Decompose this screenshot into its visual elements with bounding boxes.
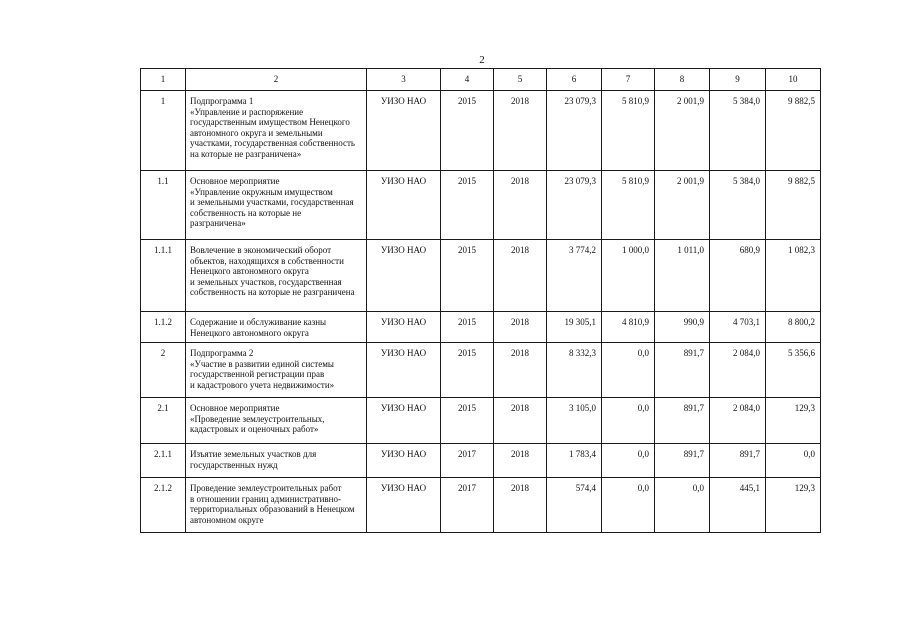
column-header-5: 5 [494,69,547,91]
column-header-6: 6 [547,69,602,91]
start-year: 2015 [441,240,494,312]
end-year: 2018 [494,171,547,240]
amount-2015: 4 810,9 [602,312,655,343]
total-amount: 23 079,3 [547,91,602,171]
amount-2016: 1 011,0 [655,240,710,312]
amount-2017: 5 384,0 [710,171,766,240]
column-header-10: 10 [766,69,821,91]
activity-name: Изъятие земельных участков для государственных нужд [186,444,367,478]
amount-2015: 1 000,0 [602,240,655,312]
table-row [141,398,821,444]
total-amount: 19 305,1 [547,312,602,343]
column-header-4: 4 [441,69,494,91]
table-body [141,91,821,533]
amount-2017: 4 703,1 [710,312,766,343]
start-year: 2015 [441,343,494,398]
activity-name: Проведение землеустроительных работ в отношении границ административно- территориальных образований в Ненецком автономном округе [186,478,367,533]
activity-name: Содержание и обслуживание казны Ненецкого автономного округа [186,312,367,343]
amount-2017: 891,7 [710,444,766,478]
executor: УИЗО НАО [367,343,441,398]
activity-name: Подпрограмма 2 «Участие в развитии единой системы государственной регистрации прав и кадастрового учета недвижимости» [186,343,367,398]
amount-2018: 129,3 [766,478,821,533]
end-year: 2018 [494,312,547,343]
amount-2018: 1 082,3 [766,240,821,312]
page-number: 2 [479,54,485,66]
total-amount: 3 774,2 [547,240,602,312]
activity-name: Основное мероприятие «Проведение землеустроительных, кадастровых и оценочных работ» [186,398,367,444]
table-row [141,312,821,343]
table-row [141,240,821,312]
executor: УИЗО НАО [367,398,441,444]
activity-name: Подпрограмма 1 «Управление и распоряжение государственным имуществом Ненецкого автономного округа и земельными участками, государственная собственность на которые не разграничена» [186,91,367,171]
end-year: 2018 [494,91,547,171]
row-number: 2.1.1 [141,444,186,478]
end-year: 2018 [494,398,547,444]
amount-2015: 5 810,9 [602,91,655,171]
total-amount: 8 332,3 [547,343,602,398]
amount-2017: 2 084,0 [710,343,766,398]
end-year: 2018 [494,478,547,533]
total-amount: 23 079,3 [547,171,602,240]
amount-2017: 680,9 [710,240,766,312]
column-header-9: 9 [710,69,766,91]
start-year: 2017 [441,444,494,478]
activity-name: Основное мероприятие «Управление окружным имуществом и земельными участками, государственная собственность на которые не разграничена» [186,171,367,240]
amount-2015: 5 810,9 [602,171,655,240]
start-year: 2015 [441,91,494,171]
program-table [140,68,821,533]
row-number: 1.1.2 [141,312,186,343]
row-number: 2 [141,343,186,398]
amount-2018: 8 800,2 [766,312,821,343]
end-year: 2018 [494,343,547,398]
table-row [141,478,821,533]
executor: УИЗО НАО [367,171,441,240]
start-year: 2017 [441,478,494,533]
amount-2018: 0,0 [766,444,821,478]
executor: УИЗО НАО [367,91,441,171]
table-row [141,444,821,478]
start-year: 2015 [441,171,494,240]
column-header-7: 7 [602,69,655,91]
start-year: 2015 [441,312,494,343]
amount-2016: 891,7 [655,343,710,398]
table-row [141,91,821,171]
amount-2016: 2 001,9 [655,171,710,240]
amount-2018: 5 356,6 [766,343,821,398]
amount-2015: 0,0 [602,444,655,478]
amount-2016: 2 001,9 [655,91,710,171]
amount-2017: 2 084,0 [710,398,766,444]
column-header-8: 8 [655,69,710,91]
row-number: 1.1.1 [141,240,186,312]
end-year: 2018 [494,240,547,312]
header-row [141,69,821,91]
executor: УИЗО НАО [367,444,441,478]
amount-2017: 445,1 [710,478,766,533]
activity-name: Вовлечение в экономический оборот объектов, находящихся в собственности Ненецкого автономного округа и земельных участков, государственная собственность на которые не разграничена [186,240,367,312]
total-amount: 1 783,4 [547,444,602,478]
executor: УИЗО НАО [367,312,441,343]
amount-2015: 0,0 [602,478,655,533]
column-header-3: 3 [367,69,441,91]
executor: УИЗО НАО [367,478,441,533]
executor: УИЗО НАО [367,240,441,312]
column-header-2: 2 [186,69,367,91]
row-number: 2.1 [141,398,186,444]
amount-2015: 0,0 [602,398,655,444]
start-year: 2015 [441,398,494,444]
amount-2016: 0,0 [655,478,710,533]
amount-2017: 5 384,0 [710,91,766,171]
row-number: 1 [141,91,186,171]
end-year: 2018 [494,444,547,478]
table-row [141,343,821,398]
amount-2015: 0,0 [602,343,655,398]
amount-2016: 891,7 [655,398,710,444]
amount-2018: 9 882,5 [766,91,821,171]
total-amount: 3 105,0 [547,398,602,444]
amount-2016: 891,7 [655,444,710,478]
row-number: 1.1 [141,171,186,240]
table-row [141,171,821,240]
amount-2018: 9 882,5 [766,171,821,240]
row-number: 2.1.2 [141,478,186,533]
amount-2016: 990,9 [655,312,710,343]
column-header-1: 1 [141,69,186,91]
total-amount: 574,4 [547,478,602,533]
amount-2018: 129,3 [766,398,821,444]
